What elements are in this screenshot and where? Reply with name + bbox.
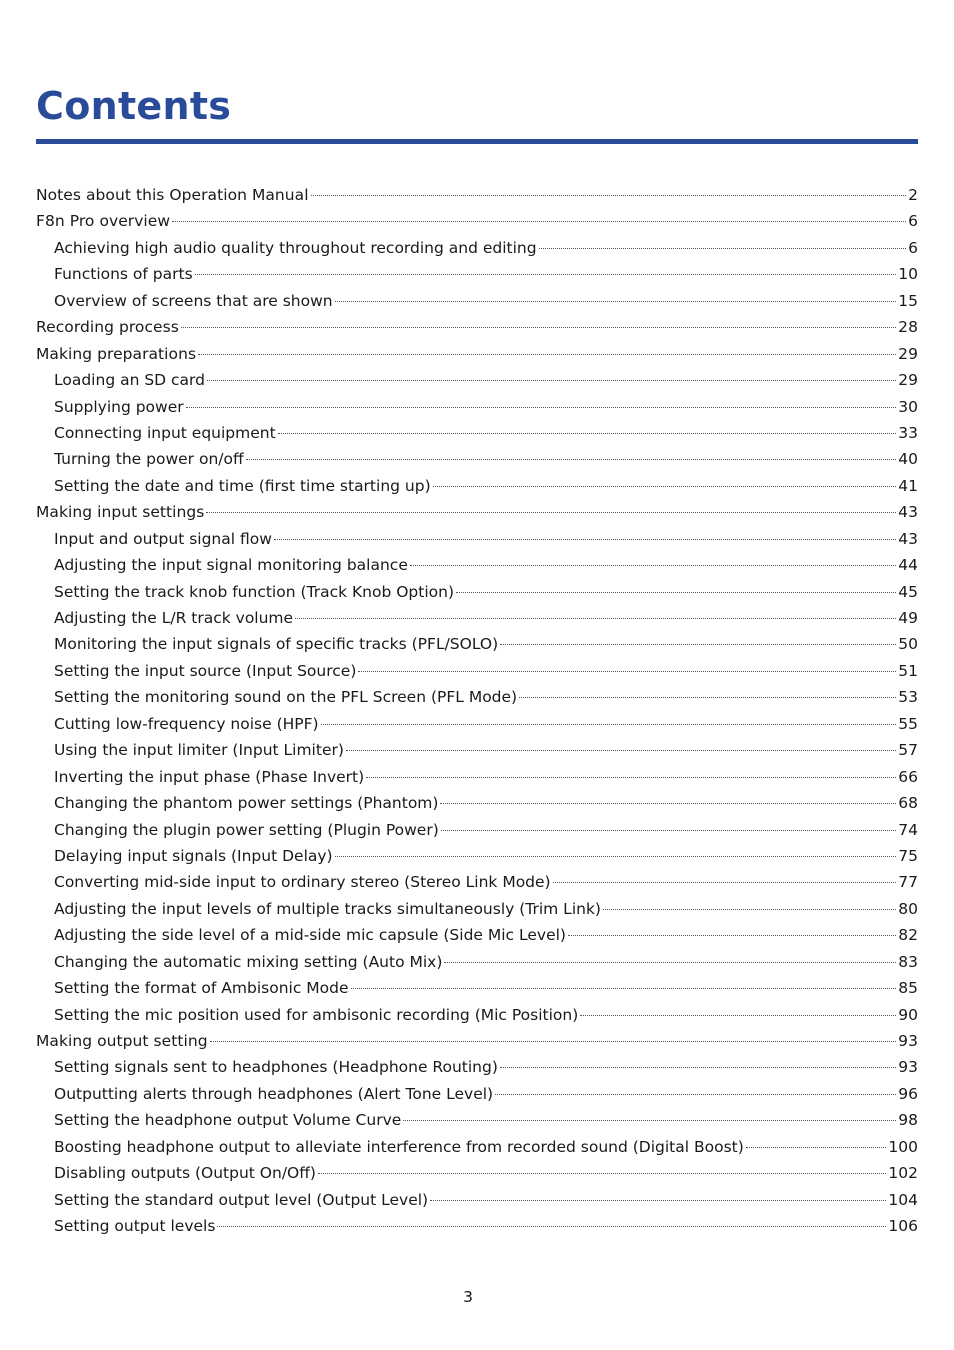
dot-leader xyxy=(172,220,906,222)
toc-entry-title: Cutting low-frequency noise (HPF) xyxy=(54,714,319,733)
toc-section-entry[interactable] xyxy=(36,314,918,340)
toc-entry-page: 43 xyxy=(898,503,918,522)
toc-entry-title: Setting the monitoring sound on the PFL Screen (PFL Mode) xyxy=(54,688,518,707)
toc-subsection-entry[interactable] xyxy=(36,1160,918,1186)
toc-entry-title: Supplying power xyxy=(54,397,184,416)
toc-entry-page: 15 xyxy=(898,291,918,310)
dot-leader xyxy=(210,1040,897,1042)
toc-subsection-entry[interactable] xyxy=(36,394,918,420)
toc-subsection-entry[interactable] xyxy=(36,1213,918,1239)
toc-entry-title: Delaying input signals (Input Delay) xyxy=(54,846,333,865)
dot-leader xyxy=(195,273,897,275)
toc-entry-title: Setting output levels xyxy=(54,1217,216,1236)
toc-subsection-entry[interactable] xyxy=(36,975,918,1001)
toc-subsection-entry[interactable] xyxy=(36,1107,918,1133)
toc-subsection-entry[interactable] xyxy=(36,896,918,922)
toc-entry-page: 68 xyxy=(898,794,918,813)
toc-entry-page: 50 xyxy=(898,635,918,654)
toc-entry-title: Recording process xyxy=(36,318,179,337)
toc-subsection-entry[interactable] xyxy=(36,1134,918,1160)
toc-entry-title: Inverting the input phase (Phase Invert) xyxy=(54,767,365,786)
toc-entry-title: Overview of screens that are shown xyxy=(54,291,333,310)
toc-entry-page: 6 xyxy=(908,238,918,257)
toc-entry-title: Setting the format of Ambisonic Mode xyxy=(54,979,349,998)
toc-entry-page: 28 xyxy=(898,318,918,337)
dot-leader xyxy=(441,829,897,831)
toc-entry-page: 102 xyxy=(888,1164,918,1183)
toc-subsection-entry[interactable] xyxy=(36,367,918,393)
dot-leader xyxy=(456,591,896,593)
toc-subsection-entry[interactable] xyxy=(36,446,918,472)
toc-section-entry[interactable] xyxy=(36,499,918,525)
toc-section-entry[interactable] xyxy=(36,1028,918,1054)
dot-leader xyxy=(410,564,896,566)
page-number: 3 xyxy=(463,1288,473,1306)
toc-entry-page: 82 xyxy=(898,926,918,945)
dot-leader xyxy=(568,934,896,936)
dot-leader xyxy=(186,406,897,408)
dot-leader xyxy=(246,458,897,460)
toc-entry-title: Converting mid-side input to ordinary stereo (Stereo Link Mode) xyxy=(54,873,551,892)
dot-leader xyxy=(335,855,897,857)
toc-entry-page: 53 xyxy=(898,688,918,707)
toc-subsection-entry[interactable] xyxy=(36,817,918,843)
toc-entry-title: Adjusting the input levels of multiple tracks simultaneously (Trim Link) xyxy=(54,899,601,918)
toc-entry-title: Making output setting xyxy=(36,1032,208,1050)
dot-leader xyxy=(553,881,897,883)
toc-entry-title: Using the input limiter (Input Limiter) xyxy=(54,741,344,760)
toc-entry-title: Adjusting the L/R track volume xyxy=(54,609,294,627)
dot-leader xyxy=(444,961,896,963)
dot-leader xyxy=(495,1093,896,1095)
toc-subsection-entry[interactable] xyxy=(36,473,918,499)
toc-entry-title: Input and output signal flow xyxy=(54,529,272,548)
dot-leader xyxy=(295,617,896,619)
toc-entry-title: Connecting input equipment xyxy=(54,423,276,442)
toc-entry-page: 100 xyxy=(888,1137,918,1156)
toc-entry-title: Changing the automatic mixing setting (Auto Mix) xyxy=(54,952,443,971)
toc-entry-title: Boosting headphone output to alleviate interference from recorded sound (Digital Boost) xyxy=(54,1137,744,1156)
toc-entry-page: 6 xyxy=(908,212,918,231)
toc-subsection-entry[interactable] xyxy=(36,764,918,790)
dot-leader xyxy=(311,194,906,196)
title-divider xyxy=(36,139,918,144)
toc-entry-title: Making preparations xyxy=(36,344,197,363)
toc-entry-title: Monitoring the input signals of specific tracks (PFL/SOLO) xyxy=(54,635,499,654)
dot-leader xyxy=(206,511,896,513)
toc-entry-page: 93 xyxy=(898,1032,918,1050)
toc-entry-title: Disabling outputs (Output On/Off) xyxy=(54,1164,316,1183)
toc-entry-page: 41 xyxy=(898,476,918,495)
toc-entry-page: 43 xyxy=(898,529,918,548)
dot-leader xyxy=(207,379,896,381)
toc-entry-title: Notes about this Operation Manual xyxy=(36,186,309,204)
toc-subsection-entry[interactable] xyxy=(36,605,918,631)
toc-entry-title: Changing the phantom power settings (Phantom) xyxy=(54,794,439,813)
toc-subsection-entry[interactable] xyxy=(36,579,918,605)
dot-leader xyxy=(278,432,897,434)
toc-entry-page: 96 xyxy=(898,1084,918,1103)
dot-leader xyxy=(539,247,907,249)
toc-subsection-entry[interactable] xyxy=(36,843,918,869)
toc-entry-page: 57 xyxy=(898,741,918,760)
toc-entry-title: Adjusting the input signal monitoring balance xyxy=(54,556,408,575)
toc-section-entry[interactable] xyxy=(36,208,918,234)
toc-entry-title: Setting the mic position used for ambisonic recording (Mic Position) xyxy=(54,1005,579,1024)
toc-entry-title: Achieving high audio quality throughout recording and editing xyxy=(54,238,537,257)
toc-entry-page: 40 xyxy=(898,450,918,469)
dot-leader xyxy=(500,1066,896,1068)
toc-entry-title: Making input settings xyxy=(36,503,205,522)
toc-subsection-entry[interactable] xyxy=(36,711,918,737)
toc-entry-title: F8n Pro overview xyxy=(36,212,171,231)
toc-entry-title: Setting signals sent to headphones (Headphone Routing) xyxy=(54,1058,498,1077)
dot-leader xyxy=(318,1172,886,1174)
dot-leader xyxy=(321,723,897,725)
toc-subsection-entry[interactable] xyxy=(36,949,918,975)
toc-subsection-entry[interactable] xyxy=(36,261,918,287)
toc-entry-page: 85 xyxy=(898,979,918,998)
toc-subsection-entry[interactable] xyxy=(36,420,918,446)
toc-entry-page: 104 xyxy=(888,1190,918,1209)
toc-entry-page: 29 xyxy=(898,344,918,363)
toc-entry-title: Setting the date and time (first time starting up) xyxy=(54,476,431,495)
toc-subsection-entry[interactable] xyxy=(36,790,918,816)
toc-entry-page: 66 xyxy=(898,767,918,786)
toc-entry-title: Setting the input source (Input Source) xyxy=(54,661,357,680)
toc-entry-title: Functions of parts xyxy=(54,265,193,284)
toc-subsection-entry[interactable] xyxy=(36,552,918,578)
toc-entry-page: 80 xyxy=(898,899,918,918)
toc-subsection-entry[interactable] xyxy=(36,1002,918,1028)
toc-subsection-entry[interactable] xyxy=(36,737,918,763)
dot-leader xyxy=(217,1225,886,1227)
toc-entry-title: Loading an SD card xyxy=(54,371,205,390)
toc-entry-page: 49 xyxy=(898,609,918,627)
toc-entry-page: 30 xyxy=(898,397,918,416)
dot-leader xyxy=(181,326,896,328)
dot-leader xyxy=(198,353,896,355)
toc-entry-page: 98 xyxy=(898,1111,918,1130)
toc-subsection-entry[interactable] xyxy=(36,1054,918,1080)
toc-entry-page: 55 xyxy=(898,714,918,733)
dot-leader xyxy=(351,987,897,989)
dot-leader xyxy=(403,1119,896,1121)
toc-entry-page: 83 xyxy=(898,952,918,971)
toc-subsection-entry[interactable] xyxy=(36,684,918,710)
toc-entry-title: Setting the track knob function (Track Knob Option) xyxy=(54,582,455,601)
toc-subsection-entry[interactable] xyxy=(36,288,918,314)
dot-leader xyxy=(274,538,896,540)
toc-entry-page: 75 xyxy=(898,846,918,865)
toc-entry-page: 90 xyxy=(898,1005,918,1024)
dot-leader xyxy=(580,1014,896,1016)
toc-entry-page: 10 xyxy=(898,265,918,284)
toc-subsection-entry[interactable] xyxy=(36,1187,918,1213)
toc-subsection-entry[interactable] xyxy=(36,658,918,684)
page-title: Contents xyxy=(36,84,232,128)
toc-entry-page: 33 xyxy=(898,423,918,442)
dot-leader xyxy=(366,776,896,778)
toc-entry-page: 93 xyxy=(898,1058,918,1077)
toc-entry-title: Turning the power on/off xyxy=(54,450,244,469)
dot-leader xyxy=(603,908,896,910)
dot-leader xyxy=(746,1146,887,1148)
toc-entry-title: Outputting alerts through headphones (Alert Tone Level) xyxy=(54,1084,494,1103)
dot-leader xyxy=(500,643,896,645)
toc-entry-page: 77 xyxy=(898,873,918,892)
toc-entry-title: Changing the plugin power setting (Plugin Power) xyxy=(54,820,439,839)
toc-subsection-entry[interactable] xyxy=(36,526,918,552)
toc-entry-page: 29 xyxy=(898,371,918,390)
toc-entry-page: 74 xyxy=(898,820,918,839)
dot-leader xyxy=(440,802,896,804)
dot-leader xyxy=(433,485,897,487)
toc-subsection-entry[interactable] xyxy=(36,922,918,948)
toc-section-entry[interactable] xyxy=(36,341,918,367)
dot-leader xyxy=(519,696,896,698)
dot-leader xyxy=(335,300,897,302)
dot-leader xyxy=(346,749,896,751)
toc-subsection-entry[interactable] xyxy=(36,235,918,261)
toc-entry-page: 106 xyxy=(888,1217,918,1236)
toc-entry-title: Setting the standard output level (Output Level) xyxy=(54,1190,429,1209)
toc-entry-title: Adjusting the side level of a mid-side mic capsule (Side Mic Level) xyxy=(54,926,566,945)
toc-entry-page: 51 xyxy=(898,661,918,680)
toc-entry-page: 2 xyxy=(908,186,918,204)
toc-subsection-entry[interactable] xyxy=(36,1081,918,1107)
toc-subsection-entry[interactable] xyxy=(36,631,918,657)
toc-entry-page: 44 xyxy=(898,556,918,575)
toc-subsection-entry[interactable] xyxy=(36,869,918,895)
toc-section-entry[interactable] xyxy=(36,182,918,208)
toc-entry-page: 45 xyxy=(898,582,918,601)
dot-leader xyxy=(358,670,896,672)
dot-leader xyxy=(430,1199,886,1201)
toc-entry-title: Setting the headphone output Volume Curve xyxy=(54,1111,402,1130)
table-of-contents xyxy=(36,182,918,1240)
